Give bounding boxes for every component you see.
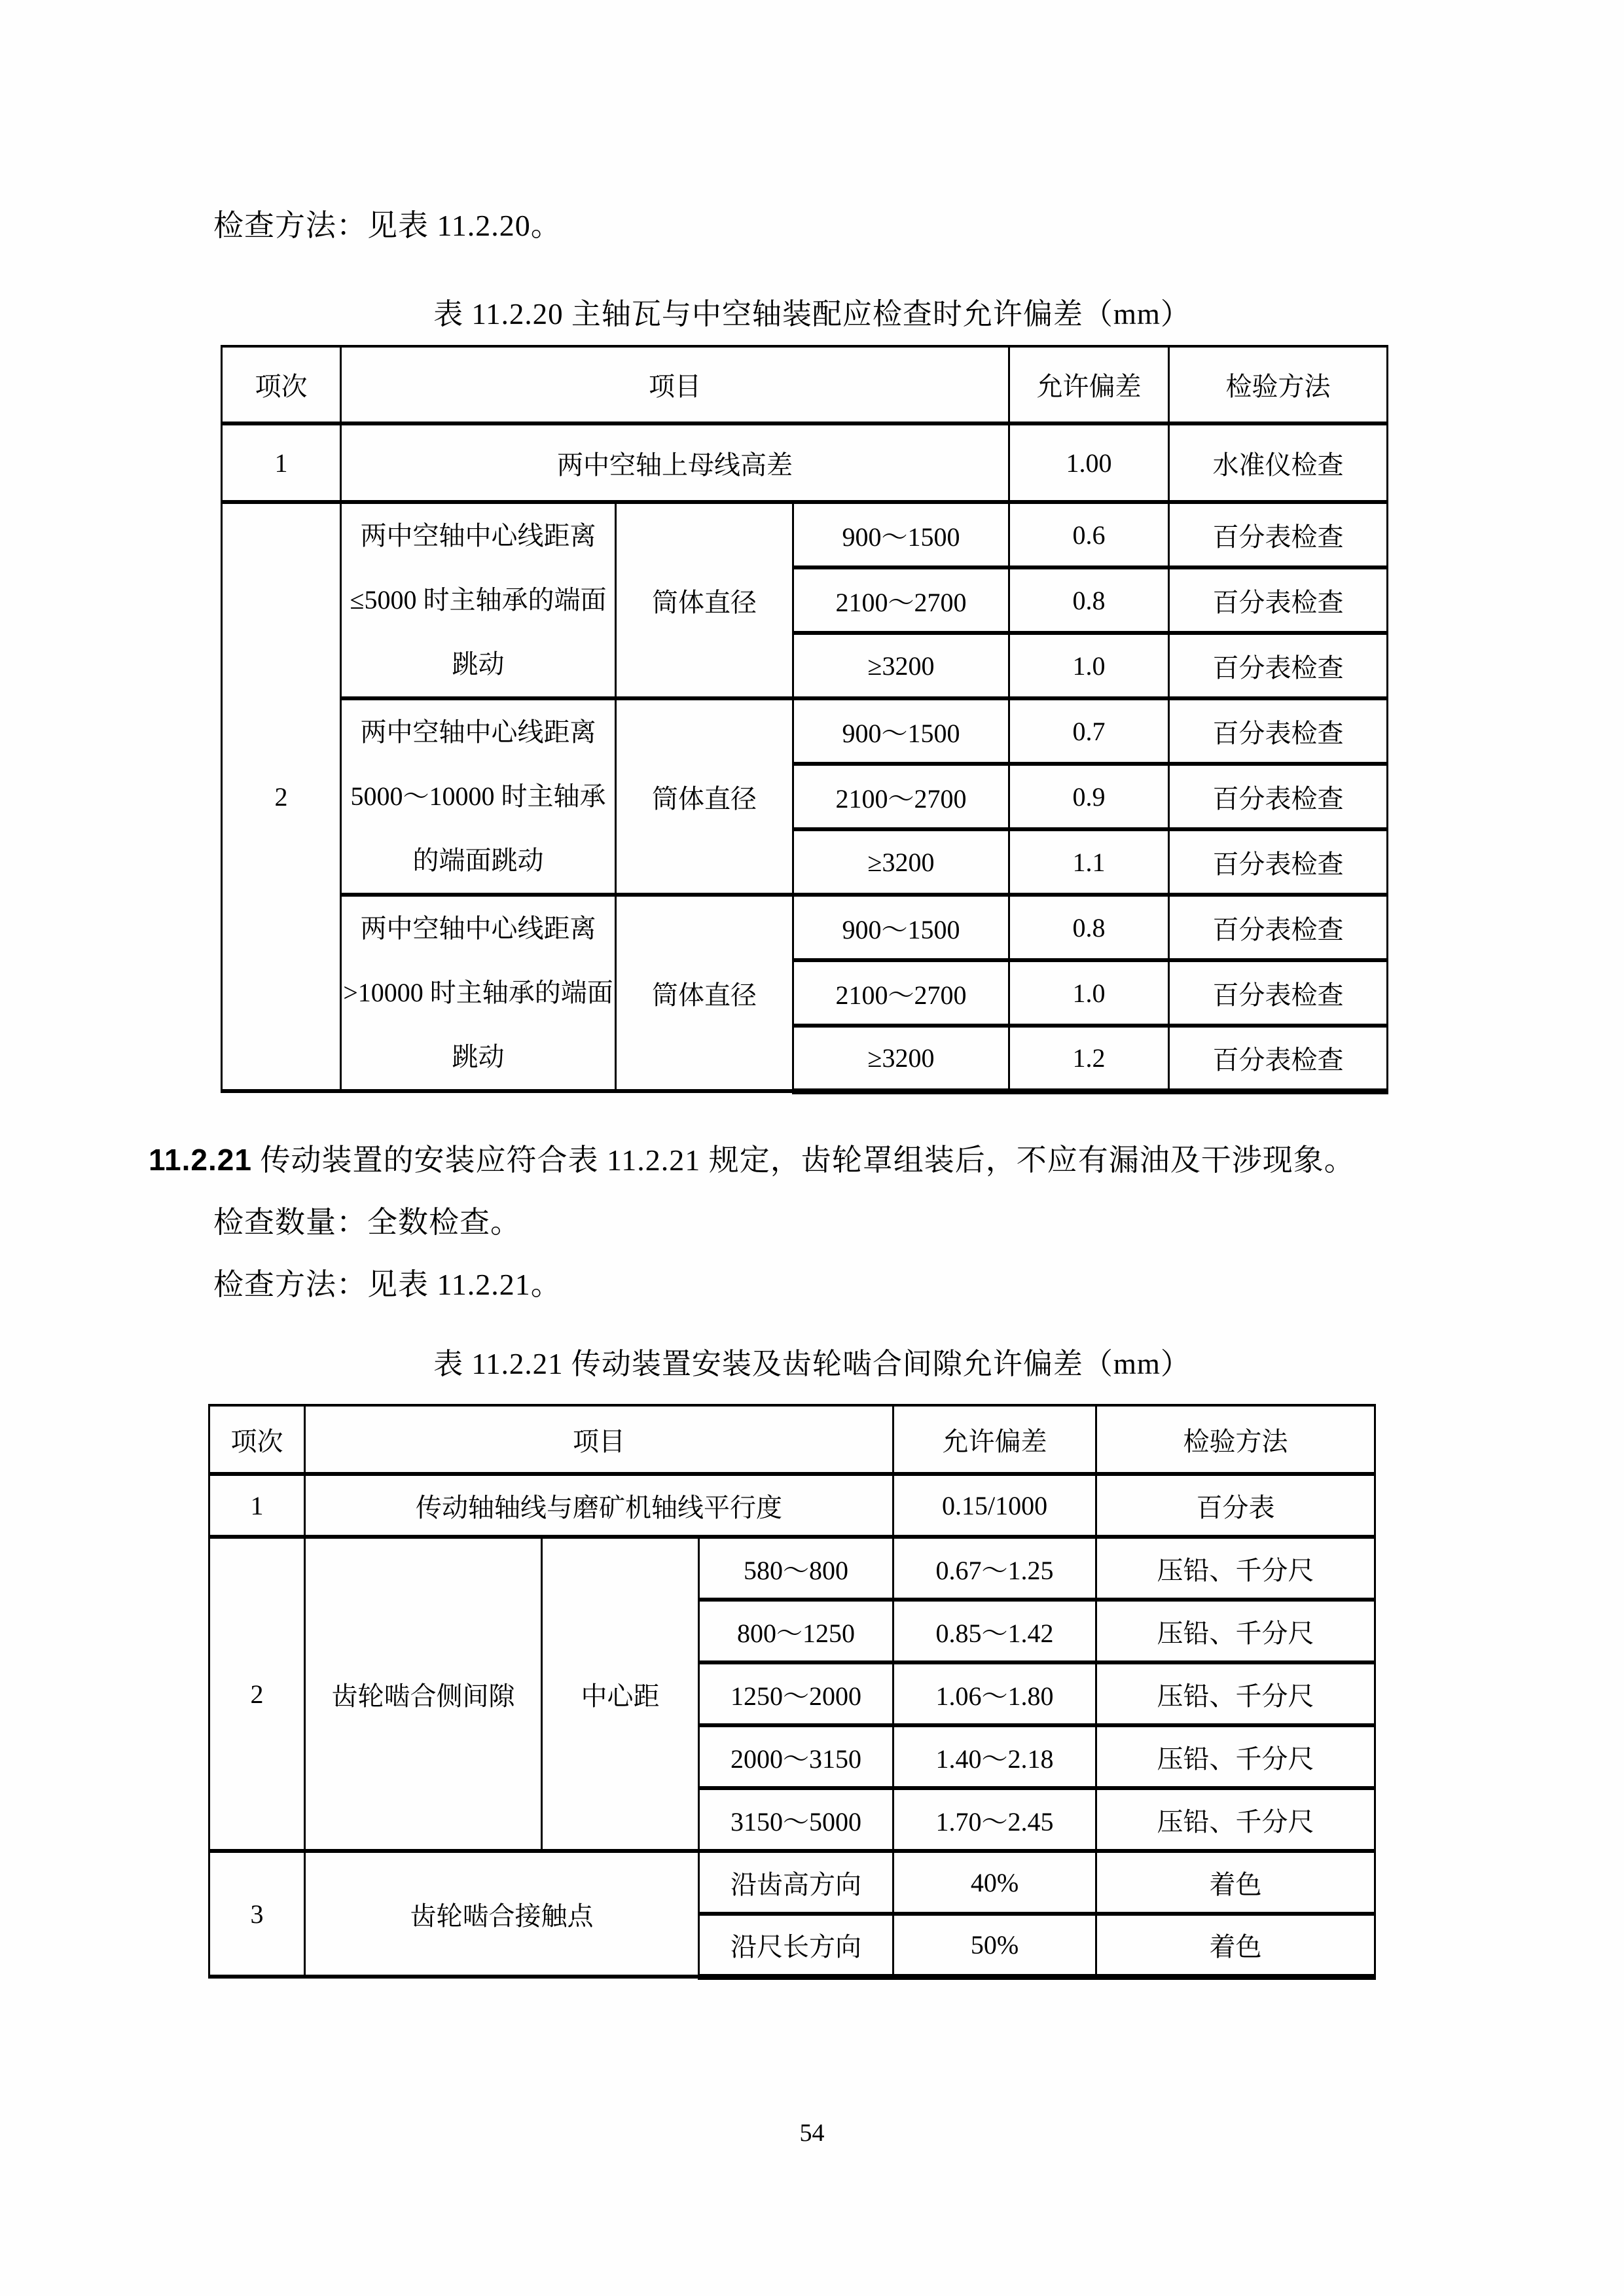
t2-cell-subitem: 中心距 (542, 1537, 699, 1851)
t1-cell-tolerance: 1.00 (1009, 423, 1169, 502)
t1-cell-tolerance: 0.7 (1009, 698, 1169, 764)
t2-header-item-no: 项次 (209, 1405, 305, 1474)
t2-row-3a (209, 1851, 1375, 1914)
t1-header-method: 检验方法 (1169, 346, 1388, 423)
t1-cell-item: 两中空轴中心线距离>10000 时主轴承的端面跳动 (341, 895, 616, 1091)
t2-cell-tolerance: 1.40～2.18 (893, 1725, 1096, 1788)
t1-cell-tolerance: 1.2 (1009, 1026, 1169, 1091)
t2-cell-range: 2000～3150 (699, 1725, 893, 1788)
t1-cell-tolerance: 1.1 (1009, 829, 1169, 895)
t2-cell-tolerance: 40% (893, 1851, 1096, 1914)
t2-cell-range: 800～1250 (699, 1600, 893, 1662)
t1-cell-item: 两中空轴中心线距离≤5000 时主轴承的端面跳动 (341, 502, 616, 698)
t1-cell-tolerance: 0.6 (1009, 502, 1169, 567)
t1-row-2a1 (222, 502, 1388, 567)
t2-cell-item: 齿轮啮合侧间隙 (305, 1537, 542, 1851)
clause-paragraph (149, 1140, 1355, 1180)
t2-cell-tolerance: 0.85～1.42 (893, 1600, 1096, 1662)
t1-cell-method: 百分表检查 (1169, 502, 1388, 567)
page-number: 54 (799, 2119, 825, 2147)
t2-cell-method: 着色 (1096, 1914, 1375, 1977)
t1-cell-range: 2100～2700 (793, 567, 1009, 633)
t1-cell-item-no: 2 (222, 502, 341, 1091)
t2-cell-item-no: 3 (209, 1851, 305, 1977)
t1-cell-method: 百分表检查 (1169, 633, 1388, 698)
table1-title: 表 11.2.20 主轴瓦与中空轴装配应检查时允许偏差（mm） (433, 298, 1191, 331)
t1-cell-subitem: 筒体直径 (616, 895, 793, 1091)
t1-header-item-no: 项次 (222, 346, 341, 423)
t1-cell-subitem: 筒体直径 (616, 698, 793, 895)
t1-cell-subitem: 筒体直径 (616, 502, 793, 698)
t2-cell-direction: 沿尺长方向 (699, 1914, 893, 1977)
t1-cell-method: 百分表检查 (1169, 1026, 1388, 1091)
check-quantity-line: 检查数量：全数检查。 (213, 1206, 521, 1239)
t1-cell-range: 2100～2700 (793, 960, 1009, 1026)
t1-cell-range: 900～1500 (793, 502, 1009, 567)
t1-cell-range: ≥3200 (793, 829, 1009, 895)
t1-cell-method: 百分表检查 (1169, 960, 1388, 1026)
t2-cell-method: 百分表 (1096, 1474, 1375, 1537)
t1-cell-method: 水准仪检查 (1169, 423, 1388, 502)
t2-header-method: 检验方法 (1096, 1405, 1375, 1474)
t2-cell-tolerance: 50% (893, 1914, 1096, 1977)
t1-cell-tolerance: 0.8 (1009, 567, 1169, 633)
table-11-2-20 (221, 345, 1388, 1094)
t2-cell-direction: 沿齿高方向 (699, 1851, 893, 1914)
t2-header-tolerance: 允许偏差 (893, 1405, 1096, 1474)
t2-cell-method: 着色 (1096, 1851, 1375, 1914)
t1-cell-range: 900～1500 (793, 895, 1009, 960)
t1-header-item: 项目 (341, 346, 1009, 423)
t2-cell-method: 压铅、千分尺 (1096, 1788, 1375, 1851)
t1-row-1 (222, 423, 1388, 502)
t1-cell-range: ≥3200 (793, 633, 1009, 698)
t2-cell-item: 传动轴轴线与磨矿机轴线平行度 (305, 1474, 893, 1537)
t1-cell-item: 两中空轴中心线距离 5000～10000 时主轴承的端面跳动 (341, 698, 616, 895)
t2-cell-range: 580～800 (699, 1537, 893, 1600)
t1-header-tolerance: 允许偏差 (1009, 346, 1169, 423)
t2-cell-range: 3150～5000 (699, 1788, 893, 1851)
check-method-line-table1: 检查方法：见表 11.2.20。 (213, 209, 562, 242)
t2-cell-item-no: 2 (209, 1537, 305, 1851)
clause-text: 传动装置的安装应符合表 11.2.21 规定，齿轮罩组装后，不应有漏油及干涉现象。 (251, 1143, 1355, 1177)
table2-title: 表 11.2.21 传动装置安装及齿轮啮合间隙允许偏差（mm） (433, 1348, 1191, 1380)
t1-cell-method: 百分表检查 (1169, 895, 1388, 960)
t1-row-2b1 (222, 698, 1388, 764)
t2-row-2a (209, 1537, 1375, 1600)
t2-cell-range: 1250～2000 (699, 1662, 893, 1725)
t2-cell-method: 压铅、千分尺 (1096, 1725, 1375, 1788)
clause-number: 11.2.21 (149, 1143, 252, 1177)
t2-cell-method: 压铅、千分尺 (1096, 1537, 1375, 1600)
t1-cell-method: 百分表检查 (1169, 567, 1388, 633)
t1-cell-tolerance: 1.0 (1009, 960, 1169, 1026)
t2-cell-method: 压铅、千分尺 (1096, 1600, 1375, 1662)
t2-header-item: 项目 (305, 1405, 893, 1474)
t1-cell-item: 两中空轴上母线高差 (341, 423, 1009, 502)
t2-cell-tolerance: 1.70～2.45 (893, 1788, 1096, 1851)
t1-cell-range: ≥3200 (793, 1026, 1009, 1091)
t2-header-row (209, 1405, 1375, 1474)
t1-cell-tolerance: 0.8 (1009, 895, 1169, 960)
t1-cell-method: 百分表检查 (1169, 698, 1388, 764)
t1-cell-tolerance: 1.0 (1009, 633, 1169, 698)
t2-cell-method: 压铅、千分尺 (1096, 1662, 1375, 1725)
t1-cell-item-no: 1 (222, 423, 341, 502)
t1-cell-range: 2100～2700 (793, 764, 1009, 829)
t1-header-row (222, 346, 1388, 423)
t1-cell-range: 900～1500 (793, 698, 1009, 764)
t2-cell-tolerance: 1.06～1.80 (893, 1662, 1096, 1725)
t2-cell-tolerance: 0.67～1.25 (893, 1537, 1096, 1600)
t1-cell-tolerance: 0.9 (1009, 764, 1169, 829)
t2-cell-tolerance: 0.15/1000 (893, 1474, 1096, 1537)
table-11-2-21 (208, 1404, 1376, 1980)
t2-cell-item-no: 1 (209, 1474, 305, 1537)
check-method-line-table2: 检查方法：见表 11.2.21。 (213, 1268, 562, 1301)
t1-cell-method: 百分表检查 (1169, 829, 1388, 895)
t1-cell-method: 百分表检查 (1169, 764, 1388, 829)
t2-row-1 (209, 1474, 1375, 1537)
t1-row-2c1 (222, 895, 1388, 960)
t2-cell-item: 齿轮啮合接触点 (305, 1851, 699, 1977)
